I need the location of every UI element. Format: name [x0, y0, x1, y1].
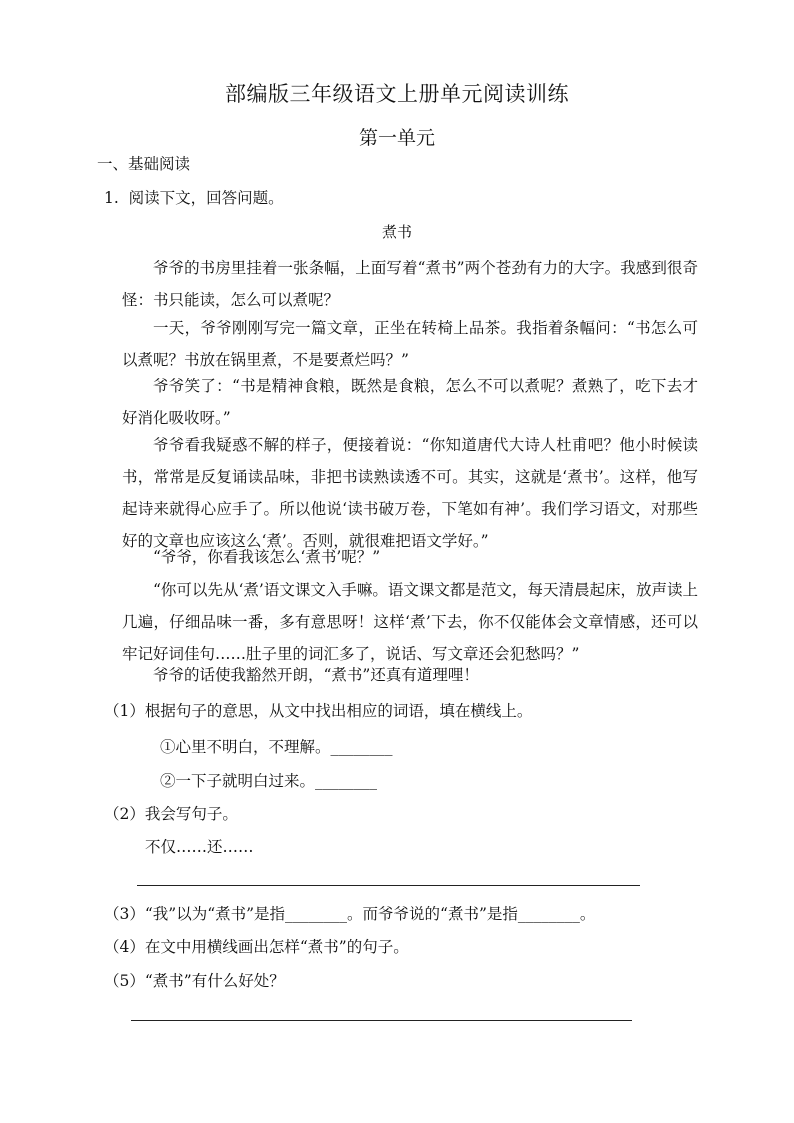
answer-line[interactable] — [137, 885, 640, 886]
subquestion-5: （5）“煮书”有什么好处？ — [104, 972, 285, 990]
story-paragraph: “你可以先从‘煮’语文课文入手嘛。语文课文都是范文，每天清晨起床，放声读上几遍，仔细品味一番，多有意思呀！这样‘煮’下去，你不仅能体会文章情感，还可以牢记好词佳句……肚子里的词汇多了，说话、写文章还会犯愁吗？” — [122, 581, 698, 663]
story-paragraph: 爷爷笑了：“书是精神食粮，既然是食粮，怎么不可以煮呢？煮熟了，吃下去才好消化吸收呀。” — [122, 377, 698, 427]
subquestion-1-item-1: ①心里不明白，不理解。________ — [160, 738, 393, 756]
story-paragraph: “爷爷，你看我该怎么‘煮书’呢？” — [153, 548, 381, 566]
story-paragraph: 一天，爷爷刚刚写完一篇文章，正坐在转椅上品茶。我指着条幅问：“书怎么可以煮呢？书放在锅里煮，不是要煮烂吗？” — [122, 319, 698, 369]
subquestion-2: （2）我会写句子。 — [104, 805, 238, 823]
story-paragraph: 爷爷看我疑惑不解的样子，便接着说：“你知道唐代大诗人杜甫吧？他小时候读书，常常是反复诵读品味，非把书读熟读透不可。其实，这就是‘煮书’。这样，他写起诗来就得心应手了。所以他说‘读书破万卷，下笔如有神’。我们学习语文，对那些好的文章也应该这么‘煮’。否则，就很难把语文学好。” — [122, 436, 698, 550]
subquestion-1-item-2: ②一下子就明白过来。________ — [160, 772, 378, 790]
section-label: 一、基础阅读 — [97, 155, 191, 173]
subquestion-3: （3）“我”以为“煮书”是指________。而爷爷说的“煮书”是指________。 — [104, 905, 596, 923]
page-title: 部编版三年级语文上册单元阅读训练 — [225, 82, 569, 106]
subquestion-4: （4）在文中用横线画出怎样“煮书”的句子。 — [104, 938, 409, 956]
story-paragraph: 爷爷的话使我豁然开朗，“煮书”还真有道理哩！ — [153, 666, 479, 684]
subquestion-2-hint: 不仅……还…… — [145, 838, 254, 856]
answer-line[interactable] — [131, 1020, 632, 1021]
story-title: 煮书 — [381, 223, 412, 241]
question-1-prompt: 1. 阅读下文，回答问题。 — [104, 189, 284, 207]
story-paragraph: 爷爷的书房里挂着一张条幅，上面写着“煮书”两个苍劲有力的大字。我感到很奇怪：书只能读，怎么可以煮呢？ — [122, 259, 698, 309]
unit-title: 第一单元 — [358, 127, 435, 149]
subquestion-1: （1）根据句子的意思，从文中找出相应的词语，填在横线上。 — [104, 702, 533, 720]
